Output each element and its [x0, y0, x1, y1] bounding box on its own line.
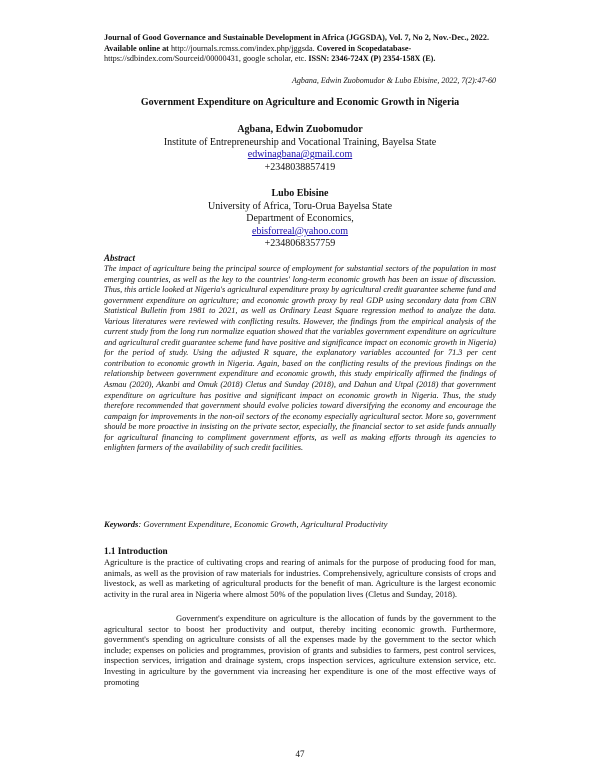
- paper-title: Government Expenditure on Agriculture and Economic Growth in Nigeria: [140, 97, 460, 108]
- page-number: 47: [295, 749, 305, 759]
- author-affiliation: University of Africa, Toru-Orua Bayelsa State: [207, 200, 393, 212]
- author-phone: +2348038857419: [264, 161, 336, 173]
- author-block-1: [0, 124, 600, 174]
- author-block-2: [0, 188, 600, 251]
- author-phone: +2348068357759: [264, 238, 336, 250]
- body-paragraph: Agriculture is the practice of cultivating crops and rearing of animals for the purpose of producing food for man, animals, as well as the provision of raw materials for industries. Comprehensively, agriculture consists of crops and livestock, as well as marketing of agricultural products for the benefit of man. Agriculture is the largest economic activity in the rural area in Nigeria where almost 50% of the population lives (Cletus and Sunday, 2018).: [104, 557, 496, 599]
- keywords-line: [104, 519, 496, 529]
- author-email-link[interactable]: edwinagbana@gmail.com: [247, 149, 353, 161]
- covered-label: Covered in Scopedatabase-: [316, 43, 412, 53]
- author-affiliation: Institute of Entrepreneurship and Vocational Training, Bayelsa State: [163, 136, 437, 148]
- author-department: Department of Economics,: [246, 213, 354, 225]
- author-email-link[interactable]: ebisforreal@yahoo.com: [251, 225, 349, 237]
- journal-info: Journal of Good Governance and Sustainable Development in Africa (JGGSDA), Vol. 7, No 2, Nov.-Dec., 2022. Available online at: [104, 33, 490, 53]
- author-name: Lubo Ebisine: [271, 188, 329, 199]
- body-paragraph: Government's expenditure on agriculture is the allocation of funds by the government to the agricultural sector to boost her productivity and output, thereby inciting economic growth. Furthermore, government's spending on agriculture consists of all the expenses made by the government to the sector which include; expenses on policies and programmes, provision of grants and subsidies to farmers, pest control services, inspection services, irrigation and drainage system, crops inspection services, agriculture extension service, etc. Investing in agriculture by the government via increasing her expenditure is one of the most effective ways of promoting: [104, 613, 496, 687]
- issn: ISSN: 2346-724X (P) 2354-158X (E).: [308, 54, 436, 64]
- section-heading: 1.1 Introduction: [104, 546, 168, 556]
- keywords-text: : Government Expenditure, Economic Growth, Agricultural Productivity: [138, 519, 388, 529]
- citation-line: Agbana, Edwin Zuobomudor & Lubo Ebisine, 2022, 7(2):47-60: [292, 76, 496, 85]
- keywords-label: Keywords: [104, 519, 139, 529]
- author-name: Agbana, Edwin Zuobomudor: [237, 124, 363, 135]
- journal-header: [104, 33, 496, 65]
- index-url[interactable]: https://sdbindex.com/Sourceid/00000431, google scholar, etc.: [104, 54, 307, 64]
- journal-url[interactable]: http://journals.rcmss.com/index.php/jggsda.: [170, 43, 315, 53]
- abstract-heading: Abstract: [104, 253, 136, 263]
- abstract-text: The impact of agriculture being the principal source of employment for substantial sectors of the population in most emerging countries, as well as the key to the countries' long-term economic growth has been an issue of discussion. Thus, this article looked at Nigeria's agricultural expenditure proxy by agricultural credit guarantee scheme fund and government expenditure on agriculture; and economic growth proxy by real GDP using secondary data from CBN Statistical Bulletin from 1981 to 2021, as well as Ordinary Least Square regression method to analyze the data. Various literatures were reviewed with conflicting results. However, the findings from the empirical analysis of the current study from the long run normalize equation showed that the variables government expenditure on agriculture and agricultural credit guarantee scheme fund have positive and significance impact on economic growth in Nigeria) for the period of study. Using the adjusted R square, the explanatory variables accounted for 71.3 per cent contribution to economic growth in Nigeria. Again, based on the conflicting results of the previous findings on the relationship between government expenditure and economic growth, this study empirically affirmed the findings of Asmau (2020), Akanbi and Omuk (2018) Cletus and Sunday (2018), and Dahun and Utpal (2018) that government expenditure on agriculture has positive and significant impact on economic growth in Nigeria. Thus, the study therefore recommended that government should evolve policies toward diversifying the economy and encourage the campaign for improvements in the non-oil sectors of the economy especially agricultural sector. More so, government should be more proactive in insisting on the private sector, especially, the financial sector to set aside funds annually for agricultural financing to compliment government efforts, as well as making efforts through its agencies to enlighten farmers of the availability of such credit facilities.: [104, 264, 496, 453]
